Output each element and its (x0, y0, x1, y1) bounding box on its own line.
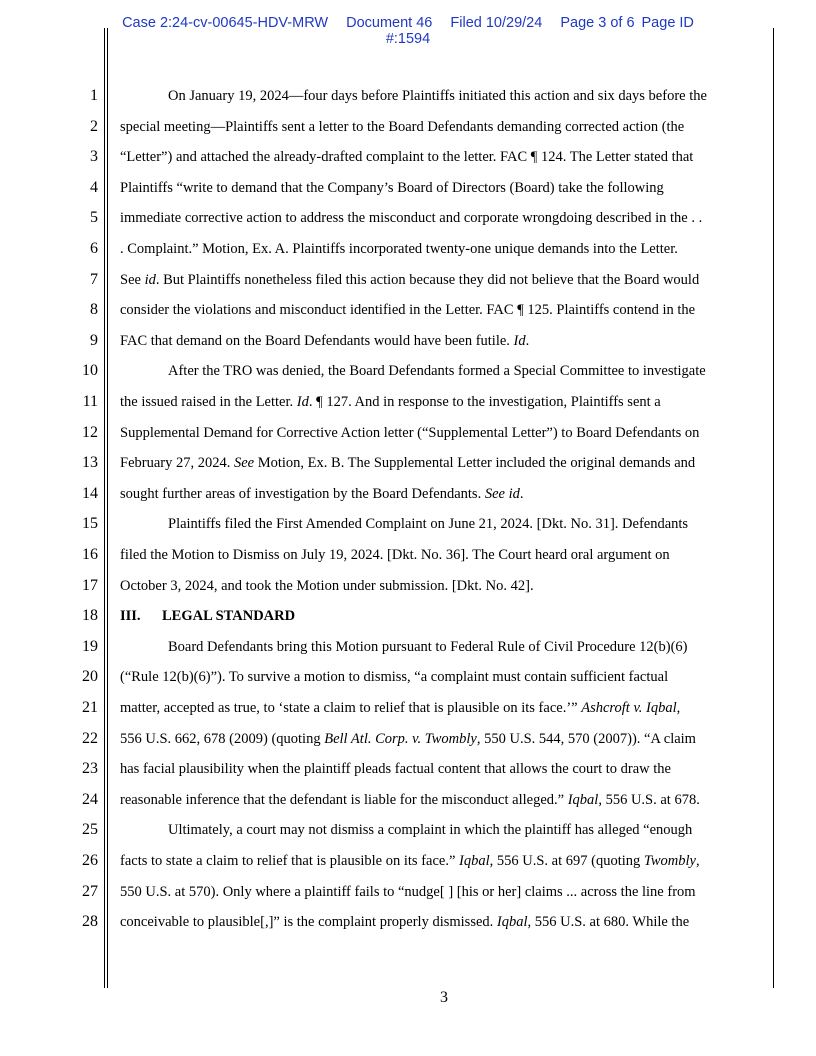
line-number: 1 (90, 87, 98, 104)
line-number: 16 (82, 546, 98, 563)
document-number: Document 46 (346, 15, 433, 31)
text-segment: Plaintiffs filed the First Amended Complaint on June 21, 2024. [Dkt. No. 31]. Defendants (168, 516, 689, 533)
left-margin-rule (104, 28, 105, 988)
text-segment: special meeting—Plaintiffs sent a letter to the Board Defendants demanding corrected action (the (120, 118, 685, 135)
line-number: 9 (90, 331, 98, 349)
text-segment: reasonable inference that the defendant is liable for the misconduct alleged.” (120, 791, 568, 808)
text-segment: 550 U.S. at 570). Only where a plaintiff fails to “nudge[ ] [his or her] claims ... across the line from (120, 883, 696, 900)
text-segment: . But Plaintiffs nonetheless filed this action because they did not believe that the Board would (155, 271, 700, 288)
text-segment: the issued raised in the Letter. (120, 394, 297, 410)
page-header (0, 15, 816, 47)
citation-italic: See (233, 455, 255, 472)
text-line (120, 147, 693, 167)
text-segment: Ultimately, a court may not dismiss a complaint in which the plaintiff has alleged “enough (168, 822, 693, 839)
text-segment: , (676, 700, 681, 716)
text-segment: Motion, Ex. B. The Supplemental Letter included the original demands and (254, 455, 696, 472)
line-number: 7 (90, 270, 98, 288)
header-line-1 (0, 15, 816, 31)
text-segment: has facial plausibility when the plaintiff pleads factual content that allows the court to draw the (120, 761, 671, 778)
text-line (168, 514, 688, 534)
text-line (120, 453, 695, 473)
page-of: Page 3 of 6 (560, 15, 635, 31)
line-number: 19 (82, 637, 98, 655)
text-segment: , 556 U.S. at 697 (quoting (489, 853, 644, 869)
line-number: 21 (82, 699, 98, 716)
text-line (120, 851, 700, 871)
text-segment: consider the violations and misconduct identified in the Letter. FAC ¶ 125. Plaintiffs contend in the (120, 302, 696, 319)
text-line (120, 423, 699, 443)
line-number: 28 (82, 913, 98, 931)
case-number: Case 2:24-cv-00645-HDV-MRW (122, 15, 329, 31)
line-number: 8 (90, 301, 98, 319)
text-segment: conceivable to plausible[,]” is the complaint properly dismissed. (120, 914, 497, 931)
citation-italic: Bell Atl. Corp. v. Twombly (324, 730, 477, 747)
text-segment: February 27, 2024. (120, 455, 234, 472)
text-segment: sought further areas of investigation by the Board Defendants. (120, 485, 485, 502)
text-line (168, 361, 706, 381)
text-segment: Plaintiffs “write to demand that the Company’s Board of Directors (Board) take the following (120, 179, 664, 196)
citation-italic: Id (296, 394, 309, 410)
citation-italic: Id (513, 332, 526, 349)
text-line (120, 239, 678, 259)
text-segment: , (696, 853, 700, 869)
text-segment: immediate corrective action to address the misconduct and corporate wrongdoing described in the . . (120, 210, 703, 227)
text-segment: filed the Motion to Dismiss on July 19, 2024. [Dkt. No. 36]. The Court heard oral argument on (120, 547, 670, 563)
line-number: 15 (82, 515, 98, 533)
text-line (120, 790, 700, 810)
text-line (120, 208, 702, 228)
text-segment: . Complaint.” Motion, Ex. A. Plaintiffs incorporated twenty-one unique demands into the Letter. (120, 241, 678, 257)
text-line (120, 912, 689, 932)
text-line (120, 300, 695, 320)
text-line (120, 270, 699, 290)
text-segment: Board Defendants bring this Motion pursuant to Federal Rule of Civil Procedure 12(b)(6) (168, 638, 688, 655)
line-number: 22 (82, 729, 98, 747)
text-line (168, 820, 692, 840)
text-line (120, 545, 670, 565)
filed-date: Filed 10/29/24 (450, 15, 543, 31)
line-number: 13 (82, 454, 98, 472)
text-segment: . (519, 485, 524, 502)
text-segment: (“Rule 12(b)(6)”). To survive a motion to dismiss, “a complaint must contain sufficient factual (120, 669, 669, 686)
line-number: 11 (82, 393, 98, 410)
text-segment: , 556 U.S. at 678. (598, 791, 700, 808)
text-line (120, 331, 529, 351)
text-segment: “Letter”) and attached the already-drafted complaint to the letter. FAC ¶ 124. The Letter stated that (120, 149, 694, 166)
line-number: 18 (82, 607, 98, 625)
page-id-number: #:1594 (385, 31, 431, 47)
text-line (120, 759, 671, 779)
line-number: 26 (82, 852, 98, 869)
line-number: 6 (90, 240, 98, 257)
citation-italic: Twombly (643, 853, 696, 869)
text-line (168, 637, 687, 657)
text-segment: . ¶ 127. And in response to the investigation, Plaintiffs sent a (308, 394, 661, 410)
text-line (120, 576, 534, 596)
line-number: 12 (82, 423, 98, 441)
citation-italic: id (144, 271, 156, 288)
text-segment: , 556 U.S. at 680. While the (527, 914, 690, 931)
text-line (120, 117, 684, 137)
line-number: 14 (82, 484, 98, 502)
line-number: 5 (90, 209, 98, 227)
text-segment: FAC that demand on the Board Defendants would have been futile. (120, 332, 514, 349)
text-segment: After the TRO was denied, the Board Defendants formed a Special Committee to investigate (168, 363, 706, 380)
line-number: 25 (82, 821, 98, 839)
line-number: 2 (90, 117, 98, 135)
text-line (120, 667, 668, 687)
citation-italic: Iqbal (567, 791, 599, 808)
line-number: 20 (82, 668, 98, 686)
text-segment: On January 19, 2024—four days before Plaintiffs initiated this action and six days before the (168, 88, 707, 104)
section-heading (120, 606, 295, 626)
line-number: 27 (82, 882, 98, 900)
text-line (120, 392, 661, 412)
line-number: 4 (90, 178, 98, 196)
citation-italic: See id (484, 485, 520, 502)
text-segment: See (120, 271, 145, 288)
text-line (120, 698, 680, 718)
right-margin-rule (773, 28, 774, 988)
text-segment: matter, accepted as true, to ‘state a claim to relief that is plausible on its face.’” (120, 700, 582, 716)
text-segment: October 3, 2024, and took the Motion under submission. [Dkt. No. 42]. (120, 577, 534, 594)
text-segment: . (525, 332, 530, 349)
text-segment: 556 U.S. 662, 678 (2009) (quoting (120, 730, 325, 747)
line-number: 10 (82, 362, 98, 380)
section-number: III. (120, 608, 141, 625)
citation-italic: Iqbal (496, 914, 528, 931)
text-segment: Supplemental Demand for Corrective Action letter (“Supplemental Letter”) to Board Defendants on (120, 424, 700, 441)
line-number: 17 (82, 576, 98, 594)
text-line (120, 484, 523, 504)
text-line (120, 178, 664, 198)
page-id-label: Page ID (641, 15, 694, 31)
text-line (120, 882, 696, 902)
text-segment: facts to state a claim to relief that is plausible on its face.” (120, 853, 460, 869)
citation-italic: Iqbal (459, 853, 490, 869)
text-segment: , 550 U.S. 544, 570 (2007)). “A claim (476, 730, 696, 747)
text-segment: LEGAL STANDARD (162, 608, 296, 625)
left-margin-rule-inner (107, 28, 108, 988)
text-line (120, 729, 696, 749)
page-number: 3 (440, 989, 448, 1006)
line-number: 23 (82, 760, 98, 778)
text-line (168, 86, 707, 106)
citation-italic: Ashcroft v. Iqbal (581, 700, 677, 716)
line-number: 3 (90, 148, 98, 166)
line-number: 24 (82, 790, 98, 808)
